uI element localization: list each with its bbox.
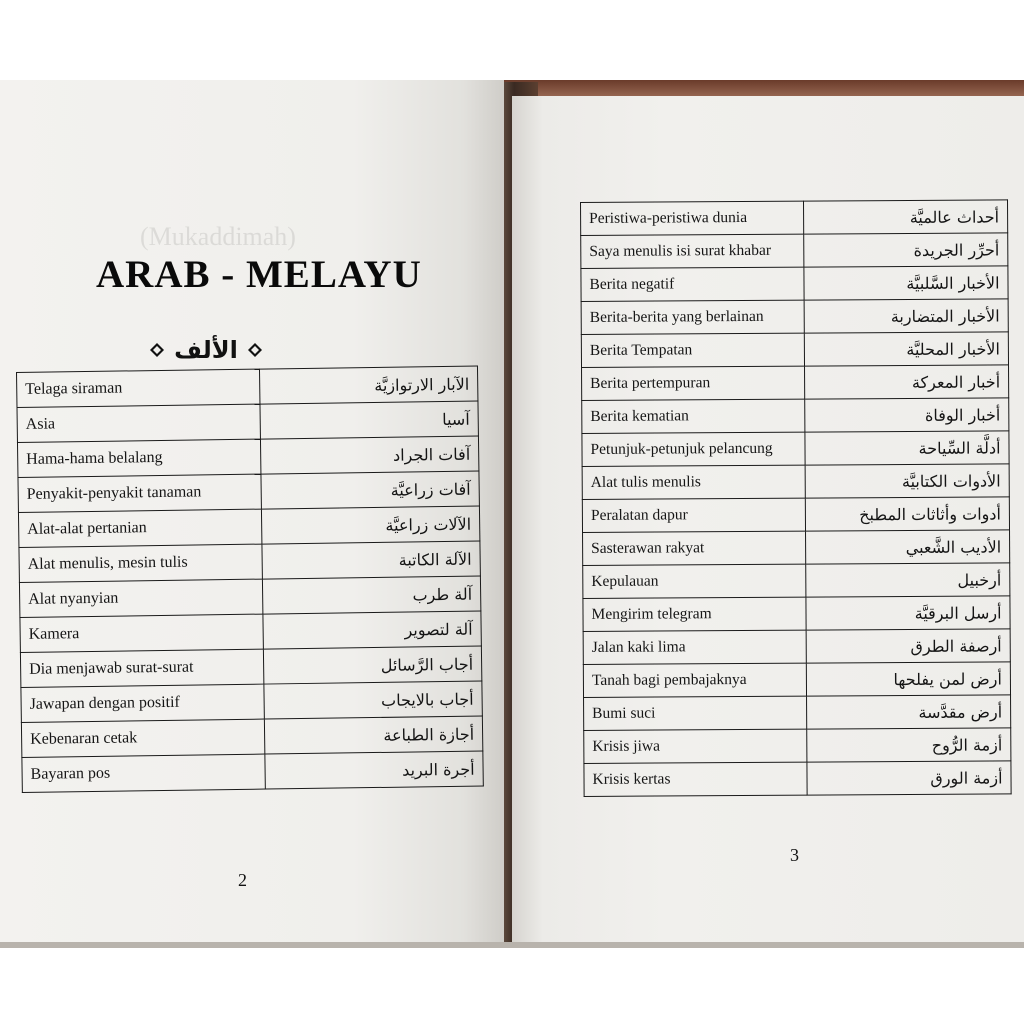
arabic-term: أخبار الوفاة bbox=[805, 398, 1009, 432]
arabic-term: أرسل البرقيَّة bbox=[806, 596, 1010, 630]
arabic-term: الأخبار السَّلبيَّة bbox=[804, 266, 1008, 300]
diamond-ornament-icon bbox=[150, 343, 164, 357]
malay-term: Berita-berita yang berlainan bbox=[581, 300, 804, 334]
table-row bbox=[22, 751, 483, 792]
section-ornament bbox=[150, 330, 262, 370]
arabic-term: أجازة الطباعة bbox=[264, 716, 482, 754]
malay-term: Mengirim telegram bbox=[583, 597, 806, 631]
malay-term: Bumi suci bbox=[584, 696, 807, 730]
malay-term: Telaga siraman bbox=[17, 369, 260, 407]
diamond-ornament-icon bbox=[248, 343, 262, 357]
malay-term: Jalan kaki lima bbox=[583, 630, 806, 664]
arabic-term: الآلة الكاتبة bbox=[262, 541, 480, 579]
page-title: ARAB - MELAYU bbox=[96, 253, 422, 296]
malay-term: Kepulauan bbox=[583, 564, 806, 598]
arabic-term: أرض مقدَّسة bbox=[807, 695, 1011, 729]
table-row bbox=[584, 695, 1011, 731]
arabic-term: الأخبار المتضاربة bbox=[804, 299, 1008, 333]
table-row bbox=[582, 497, 1009, 533]
arabic-term: آلة لتصوير bbox=[263, 611, 481, 649]
malay-term: Asia bbox=[17, 404, 260, 442]
malay-term: Tanah bagi pembajaknya bbox=[583, 663, 806, 697]
malay-term: Kamera bbox=[20, 614, 263, 652]
table-row bbox=[582, 398, 1009, 434]
malay-term: Penyakit-penyakit tanaman bbox=[18, 474, 261, 512]
arabic-term: أحداث عالميَّة bbox=[803, 200, 1007, 234]
arabic-term: أرصفة الطرق bbox=[806, 629, 1010, 663]
table-row bbox=[582, 464, 1009, 500]
table-row bbox=[583, 662, 1010, 698]
malay-term: Berita kematian bbox=[582, 399, 805, 433]
table-row bbox=[582, 431, 1009, 467]
table-row bbox=[584, 728, 1011, 764]
arabic-term: أخبار المعركة bbox=[805, 365, 1009, 399]
arabic-term: أزمة الورق bbox=[807, 761, 1011, 795]
table-row bbox=[581, 332, 1008, 368]
malay-term: Jawapan dengan positif bbox=[21, 684, 264, 722]
malay-term: Petunjuk-petunjuk pelancung bbox=[582, 432, 805, 466]
arabic-term: الأخبار المحليَّة bbox=[804, 332, 1008, 366]
left-dictionary-table bbox=[16, 366, 484, 793]
right-dictionary-table bbox=[580, 199, 1012, 797]
malay-term: Krisis kertas bbox=[584, 762, 807, 796]
arabic-term: الآلات زراعيَّة bbox=[261, 506, 479, 544]
arabic-term: أجاب الرَّسائل bbox=[263, 646, 481, 684]
table-row bbox=[583, 596, 1010, 632]
malay-term: Krisis jiwa bbox=[584, 729, 807, 763]
book-bottom-edge bbox=[0, 942, 1024, 948]
malay-term: Dia menjawab surat-surat bbox=[20, 649, 263, 687]
arabic-term: أدلَّة السِّياحة bbox=[805, 431, 1009, 465]
arabic-term: آفات الجراد bbox=[260, 436, 478, 474]
arabic-term: أرض لمن يفلحها bbox=[806, 662, 1010, 696]
arabic-term: أدوات وأثاثات المطبخ bbox=[805, 497, 1009, 531]
malay-term: Peristiwa-peristiwa dunia bbox=[581, 201, 804, 235]
malay-term: Hama-hama belalang bbox=[17, 439, 260, 477]
arabic-term: أرخبيل bbox=[806, 563, 1010, 597]
arabic-term: أحرِّر الجريدة bbox=[804, 233, 1008, 267]
table-row bbox=[582, 365, 1009, 401]
arabic-term: آلة طرب bbox=[262, 576, 480, 614]
arabic-term: الأديب الشَّعبي bbox=[806, 530, 1010, 564]
malay-term: Alat nyanyian bbox=[19, 579, 262, 617]
malay-term: Saya menulis isi surat khabar bbox=[581, 234, 804, 268]
page-number-left: 2 bbox=[238, 870, 247, 890]
malay-term: Peralatan dapur bbox=[582, 498, 805, 532]
table-row bbox=[581, 233, 1008, 269]
arabic-term: أزمة الرُّوح bbox=[807, 728, 1011, 762]
malay-term: Kebenaran cetak bbox=[21, 719, 264, 757]
table-row bbox=[581, 299, 1008, 335]
malay-term: Berita pertempuran bbox=[582, 366, 805, 400]
malay-term: Alat tulis menulis bbox=[582, 465, 805, 499]
table-row bbox=[581, 266, 1008, 302]
malay-term: Berita negatif bbox=[581, 267, 804, 301]
page-number-right: 3 bbox=[790, 845, 799, 865]
arabic-term: الآبار الارتوازيَّة bbox=[259, 366, 477, 404]
arabic-term: أجاب بالايجاب bbox=[264, 681, 482, 719]
malay-term: Alat menulis, mesin tulis bbox=[19, 544, 262, 582]
faded-bleedthrough-heading: (Mukaddimah) bbox=[140, 222, 296, 251]
malay-term: Sasterawan rakyat bbox=[583, 531, 806, 565]
arabic-term: آفات زراعيَّة bbox=[261, 471, 479, 509]
table-row bbox=[583, 530, 1010, 566]
arabic-term: أجرة البريد bbox=[265, 751, 483, 789]
malay-term: Berita Tempatan bbox=[581, 333, 804, 367]
malay-term: Alat-alat pertanian bbox=[18, 509, 261, 547]
table-row bbox=[584, 761, 1011, 797]
table-row bbox=[583, 629, 1010, 665]
section-letter: الألف bbox=[174, 336, 238, 364]
table-row bbox=[581, 200, 1008, 236]
table-row bbox=[583, 563, 1010, 599]
malay-term: Bayaran pos bbox=[22, 754, 265, 792]
arabic-term: آسيا bbox=[260, 401, 478, 439]
arabic-term: الأدوات الكتابيَّة bbox=[805, 464, 1009, 498]
